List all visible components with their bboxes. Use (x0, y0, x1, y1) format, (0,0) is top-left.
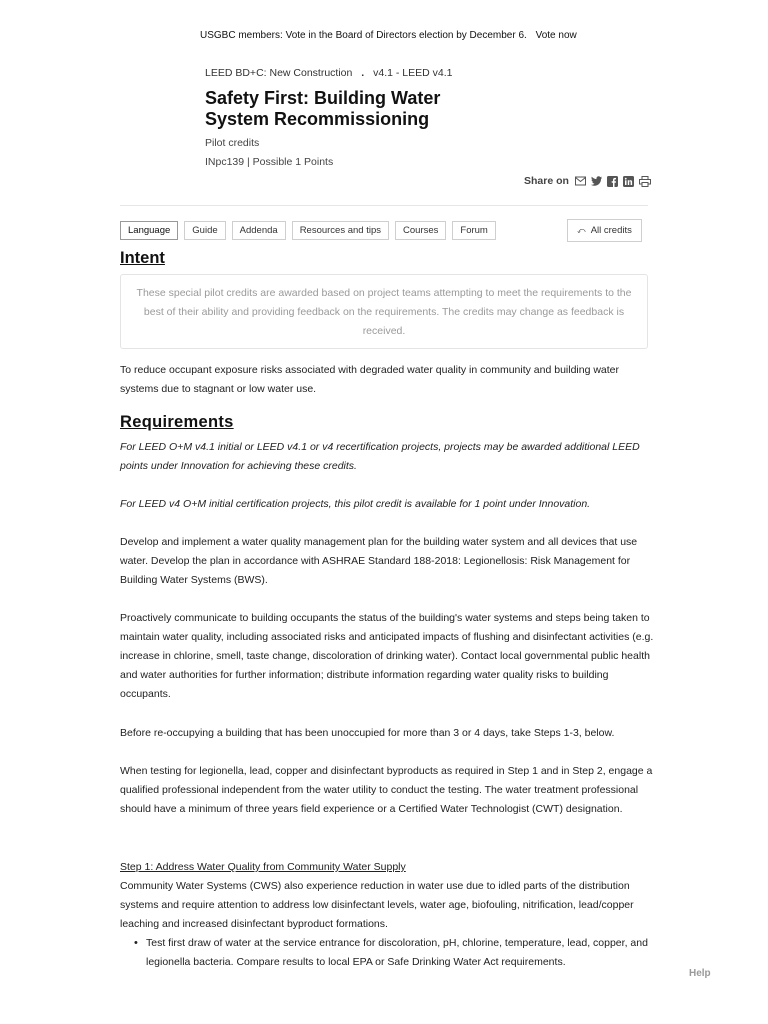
facebook-icon[interactable] (607, 175, 619, 187)
breadcrumb-separator: . (361, 67, 365, 79)
share-label: Share on (524, 175, 569, 187)
tab-guide[interactable]: Guide (184, 221, 225, 240)
credit-meta: INpc139 | Possible 1 Points (205, 156, 334, 168)
breadcrumb-rating[interactable]: LEED BD+C: New Construction (205, 67, 353, 79)
requirements-p5: Before re-occupying a building that has been unoccupied for more than 3 or 4 days, take Steps 1-3, below. (120, 727, 615, 739)
requirements-p3: Develop and implement a water quality management plan for the building water system and all devices that use water. Develop the plan in accordance with ASHRAE Standard 188-2018: Legionellosis: Risk Management for Building Water Systems (BWS). (120, 536, 638, 586)
tab-addenda[interactable]: Addenda (232, 221, 286, 240)
banner-text: USGBC members: Vote in the Board of Directors election by December 6. (200, 30, 527, 41)
pilot-note-box: These special pilot credits are awarded based on project teams attempting to meet the requirements to the best of their ability and providing feedback on the requirements. The credits may change as feedback is received. (120, 274, 648, 349)
announcement-banner (200, 30, 577, 41)
requirements-p2: For LEED v4 O+M initial certification projects, this pilot credit is available for 1 point under Innovation. (120, 498, 591, 510)
back-arrow-icon: ⤺ (577, 226, 586, 235)
tab-courses[interactable]: Courses (395, 221, 446, 240)
tab-forum[interactable]: Forum (452, 221, 495, 240)
step1-bullet-list (146, 934, 656, 972)
page-title: Safety First: Building Water System Recommissioning (205, 88, 441, 129)
tab-resources-and-tips[interactable]: Resources and tips (292, 221, 389, 240)
intent-heading: Intent (120, 249, 165, 267)
requirements-p4: Proactively communicate to building occupants the status of the building's water systems and steps being taken to maintain water quality, including associated risks and anticipated impacts of flushing and disinfectant activities (e.g. increase in chlorine, smell, taste change, discoloration of drinking water). Contact local governmental public health and water authorities for further information; distribute information regarding water quality risks to building occupants. (120, 612, 654, 700)
intent-text: To reduce occupant exposure risks associated with degraded water quality in community and building water systems due to stagnant or low water use. (120, 364, 620, 395)
share-bar (524, 175, 651, 187)
step1-heading-text: Step 1: Address Water Quality from Community Water Supply (120, 861, 406, 873)
all-credits-button[interactable] (567, 219, 642, 242)
requirements-heading: Requirements (120, 413, 234, 431)
email-icon[interactable] (575, 175, 587, 187)
step1-heading[interactable] (120, 858, 655, 877)
linkedin-icon[interactable] (623, 175, 635, 187)
header-divider (120, 205, 648, 206)
breadcrumb (205, 67, 453, 79)
page-subtitle: Pilot credits (205, 137, 260, 149)
step1-text: Community Water Systems (CWS) also experience reduction in water use due to idled parts of the distribution systems and require attention to address low disinfectant levels, water age, biofouling, nitrification, lead/copper leaching and increased disinfectant byproduct formations. (120, 880, 634, 930)
all-credits-label: All credits (590, 225, 632, 236)
print-icon[interactable] (639, 175, 651, 187)
vote-now-link[interactable]: Vote now (535, 30, 577, 41)
twitter-icon[interactable] (591, 175, 603, 187)
requirements-p1: For LEED O+M v4.1 initial or LEED v4.1 or v4 recertification projects, projects may be awarded additional LEED points under Innovation for achieving these credits. (120, 441, 640, 472)
credit-tabs (120, 221, 496, 240)
tab-language[interactable]: Language (120, 221, 178, 240)
help-button[interactable]: Help (689, 968, 711, 979)
list-item: • Test first draw of water at the service entrance for discoloration, pH, chlorine, temperature, lead, copper, and legionella bacteria. Compare results to local EPA or Safe Drinking Water Act requirements. (146, 934, 656, 972)
breadcrumb-version[interactable]: v4.1 - LEED v4.1 (373, 67, 453, 79)
requirements-p6: When testing for legionella, lead, copper and disinfectant byproducts as required in Step 1 and in Step 2, engage a qualified professional independent from the water utility to conduct the testing. The water treatment professional should have a minimum of three years field experience or a Certified Water Technologist (CWT) designation. (120, 765, 653, 815)
